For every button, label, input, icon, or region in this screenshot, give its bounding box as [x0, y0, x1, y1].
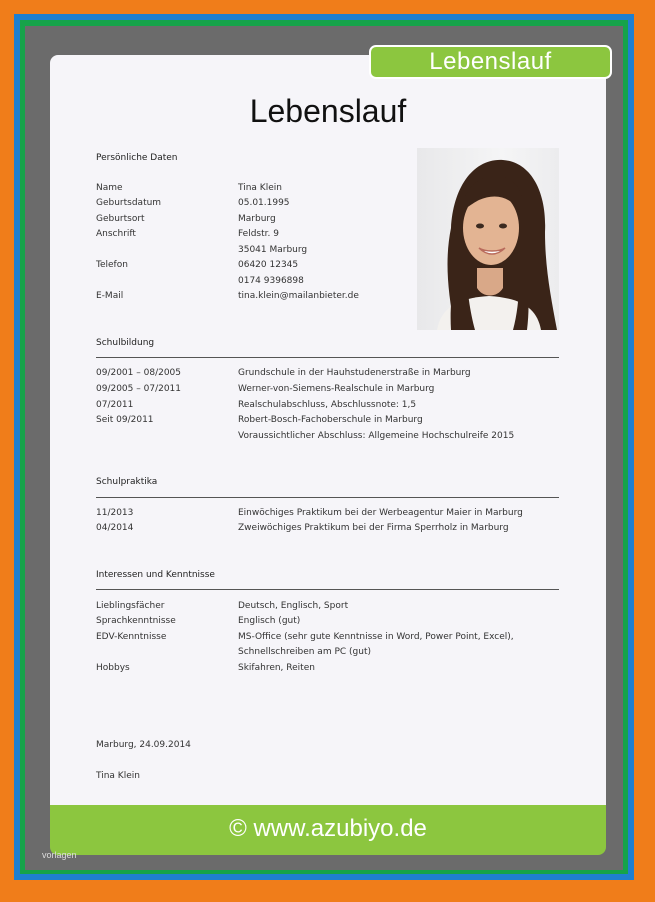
row-value: MS-Office (sehr gute Kenntnisse in Word, Power Point, Excel), — [238, 632, 514, 642]
portrait-illustration — [417, 148, 559, 330]
section-title-praktika: Schulpraktika — [96, 477, 158, 487]
row-label: Name — [96, 183, 123, 193]
row-date: 09/2005 – 07/2011 — [96, 384, 181, 394]
row-label: Sprachkenntnisse — [96, 616, 176, 626]
row-date: 11/2013 — [96, 508, 134, 518]
row-date: 09/2001 – 08/2005 — [96, 368, 181, 378]
row-value: Feldstr. 9 — [238, 229, 279, 239]
footer-banner — [50, 805, 606, 855]
watermark: vorlagen — [42, 850, 77, 860]
row-date: Seit 09/2011 — [96, 415, 154, 425]
row-value: 05.01.1995 — [238, 198, 290, 208]
row-date: 07/2011 — [96, 400, 134, 410]
row-value: Schnellschreiben am PC (gut) — [238, 647, 371, 657]
row-label: Geburtsort — [96, 214, 145, 224]
row-label: Geburtsdatum — [96, 198, 162, 208]
row-value: Deutsch, Englisch, Sport — [238, 601, 349, 611]
row-label: Anschrift — [96, 229, 136, 239]
section-divider — [96, 589, 559, 590]
row-description: Voraussichtlicher Abschluss: Allgemeine Hochschulreife 2015 — [238, 431, 515, 441]
row-description: Zweiwöchiges Praktikum bei der Firma Sperrholz in Marburg — [238, 523, 509, 533]
cv-page — [50, 55, 606, 848]
row-value: Marburg — [238, 214, 276, 224]
profile-photo — [417, 148, 559, 330]
section-title-interessen: Interessen und Kenntnisse — [96, 570, 215, 580]
footer-link[interactable]: © www.azubiyo.de — [229, 815, 427, 842]
row-value: 0174 9396898 — [238, 276, 304, 286]
row-value: Skifahren, Reiten — [238, 663, 315, 673]
page-title: Lebenslauf — [249, 93, 407, 129]
section-title-personal: Persönliche Daten — [96, 153, 178, 163]
row-label: E-Mail — [96, 291, 124, 301]
section-divider — [96, 497, 559, 498]
row-value: Tina Klein — [238, 183, 282, 193]
row-value: 06420 12345 — [238, 260, 299, 270]
row-value: 35041 Marburg — [238, 245, 308, 255]
row-date: 04/2014 — [96, 523, 134, 533]
email-value: tina.klein@mailanbieter.de — [238, 291, 359, 301]
header-tab: Lebenslauf — [369, 45, 612, 79]
row-description: Realschulabschluss, Abschlussnote: 1,5 — [238, 400, 417, 410]
section-divider — [96, 357, 559, 358]
row-description: Robert-Bosch-Fachoberschule in Marburg — [238, 415, 423, 425]
section-title-schulbildung: Schulbildung — [96, 338, 155, 348]
row-label: Hobbys — [96, 663, 130, 673]
row-description: Grundschule in der Hauhstudenerstraße in Marburg — [238, 368, 471, 378]
row-label: EDV-Kenntnisse — [96, 632, 167, 642]
row-description: Werner-von-Siemens-Realschule in Marburg — [238, 384, 435, 394]
row-label: Telefon — [96, 260, 128, 270]
place-date: Marburg, 24.09.2014 — [96, 740, 191, 750]
signature-name: Tina Klein — [96, 771, 140, 781]
row-value: Englisch (gut) — [238, 616, 301, 626]
row-label: Lieblingsfächer — [96, 601, 165, 611]
row-description: Einwöchiges Praktikum bei der Werbeagentur Maier in Marburg — [238, 508, 523, 518]
